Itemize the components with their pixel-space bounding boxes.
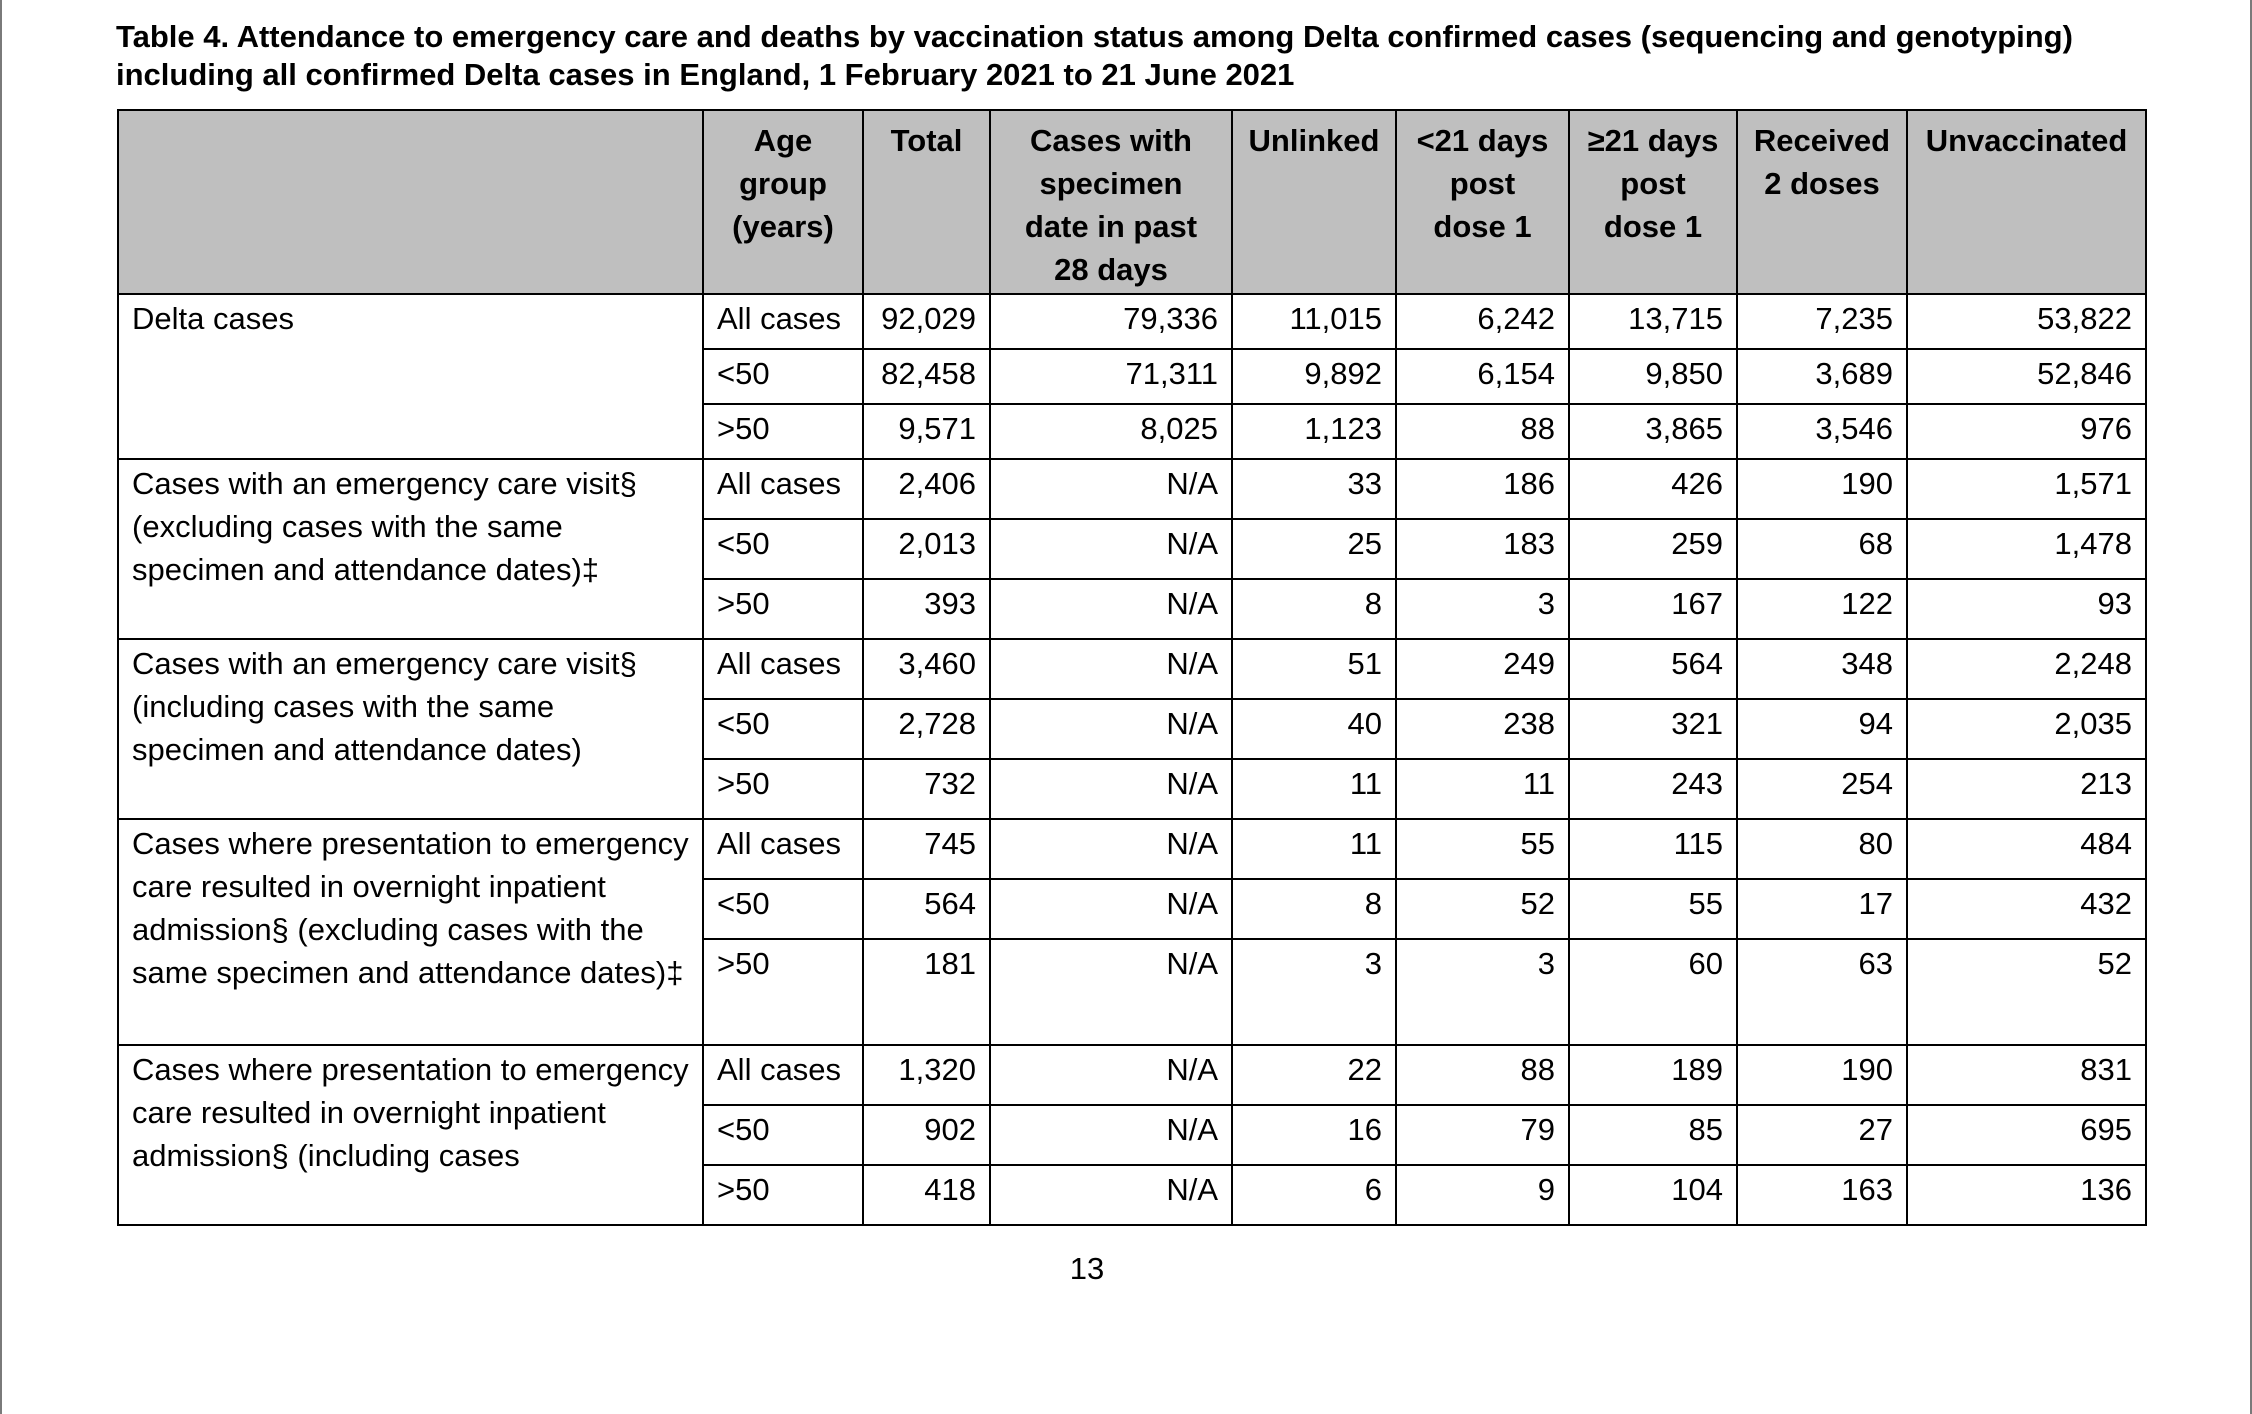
total-cell: 902: [863, 1105, 990, 1165]
two-doses-cell: 254: [1737, 759, 1907, 819]
unlinked-cell: 8: [1232, 879, 1396, 939]
table-row: [118, 294, 2146, 349]
group-label: Cases with an emergency care visit§ (excluding cases with the same specimen and attendance dates)‡: [118, 459, 703, 639]
unlinked-cell: 1,123: [1232, 404, 1396, 459]
two-doses-cell: 190: [1737, 1045, 1907, 1105]
ge21-cell: 189: [1569, 1045, 1737, 1105]
ge21-cell: 104: [1569, 1165, 1737, 1225]
age-cell: All cases: [703, 819, 863, 879]
two-doses-cell: 122: [1737, 579, 1907, 639]
unlinked-cell: 3: [1232, 939, 1396, 1045]
unlinked-cell: 11: [1232, 819, 1396, 879]
unvaccinated-cell: 976: [1907, 404, 2146, 459]
lt21-cell: 9: [1396, 1165, 1569, 1225]
table-row: [118, 819, 2146, 879]
total-cell: 2,406: [863, 459, 990, 519]
unvaccinated-cell: 52,846: [1907, 349, 2146, 404]
unvaccinated-cell: 93: [1907, 579, 2146, 639]
header-two-doses: Received 2 doses: [1737, 110, 1907, 294]
recent-cell: 71,311: [990, 349, 1232, 404]
unvaccinated-cell: 432: [1907, 879, 2146, 939]
age-cell: >50: [703, 759, 863, 819]
total-cell: 82,458: [863, 349, 990, 404]
unvaccinated-cell: 484: [1907, 819, 2146, 879]
unvaccinated-cell: 1,478: [1907, 519, 2146, 579]
unvaccinated-cell: 52: [1907, 939, 2146, 1045]
two-doses-cell: 348: [1737, 639, 1907, 699]
lt21-cell: 88: [1396, 404, 1569, 459]
unvaccinated-cell: 1,571: [1907, 459, 2146, 519]
ge21-cell: 564: [1569, 639, 1737, 699]
total-cell: 732: [863, 759, 990, 819]
unlinked-cell: 16: [1232, 1105, 1396, 1165]
ge21-cell: 259: [1569, 519, 1737, 579]
group-label: Cases where presentation to emergency care resulted in overnight inpatient admission§ (excluding cases with the same specimen and attendance dates)‡: [118, 819, 703, 1045]
lt21-cell: 238: [1396, 699, 1569, 759]
table-header-row: [118, 110, 2146, 294]
total-cell: 2,728: [863, 699, 990, 759]
age-cell: <50: [703, 1105, 863, 1165]
lt21-cell: 79: [1396, 1105, 1569, 1165]
ge21-cell: 115: [1569, 819, 1737, 879]
unvaccinated-cell: 213: [1907, 759, 2146, 819]
ge21-cell: 426: [1569, 459, 1737, 519]
recent-cell: 8,025: [990, 404, 1232, 459]
ge21-cell: 243: [1569, 759, 1737, 819]
age-cell: All cases: [703, 294, 863, 349]
age-cell: <50: [703, 349, 863, 404]
unvaccinated-cell: 2,035: [1907, 699, 2146, 759]
table-title: Table 4. Attendance to emergency care and deaths by vaccination status among Delta confirmed cases (sequencing and genotyping) including all confirmed Delta cases in England, 1 February 2021 to 21 June 2021: [116, 19, 2073, 92]
recent-cell: N/A: [990, 879, 1232, 939]
recent-cell: N/A: [990, 579, 1232, 639]
unvaccinated-cell: 831: [1907, 1045, 2146, 1105]
group-label: Cases with an emergency care visit§ (including cases with the same specimen and attendance dates): [118, 639, 703, 819]
ge21-cell: 321: [1569, 699, 1737, 759]
age-cell: All cases: [703, 1045, 863, 1105]
age-cell: >50: [703, 939, 863, 1045]
ge21-cell: 3,865: [1569, 404, 1737, 459]
two-doses-cell: 27: [1737, 1105, 1907, 1165]
ge21-cell: 85: [1569, 1105, 1737, 1165]
total-cell: 564: [863, 879, 990, 939]
unvaccinated-cell: 695: [1907, 1105, 2146, 1165]
age-cell: <50: [703, 879, 863, 939]
recent-cell: N/A: [990, 1165, 1232, 1225]
total-cell: 2,013: [863, 519, 990, 579]
two-doses-cell: 3,689: [1737, 349, 1907, 404]
ge21-cell: 13,715: [1569, 294, 1737, 349]
unlinked-cell: 11,015: [1232, 294, 1396, 349]
header-recent-cases: Cases with specimen date in past 28 days: [990, 110, 1232, 294]
total-cell: 181: [863, 939, 990, 1045]
lt21-cell: 55: [1396, 819, 1569, 879]
total-cell: 1,320: [863, 1045, 990, 1105]
recent-cell: 79,336: [990, 294, 1232, 349]
total-cell: 745: [863, 819, 990, 879]
two-doses-cell: 68: [1737, 519, 1907, 579]
total-cell: 418: [863, 1165, 990, 1225]
group-label: Cases where presentation to emergency care resulted in overnight inpatient admission§ (including cases: [118, 1045, 703, 1225]
header-unvaccinated: Unvaccinated: [1907, 110, 2146, 294]
age-cell: >50: [703, 1165, 863, 1225]
recent-cell: N/A: [990, 519, 1232, 579]
lt21-cell: 6,242: [1396, 294, 1569, 349]
unvaccinated-cell: 2,248: [1907, 639, 2146, 699]
lt21-cell: 3: [1396, 579, 1569, 639]
age-cell: All cases: [703, 459, 863, 519]
age-cell: <50: [703, 699, 863, 759]
recent-cell: N/A: [990, 1045, 1232, 1105]
two-doses-cell: 3,546: [1737, 404, 1907, 459]
age-cell: >50: [703, 579, 863, 639]
recent-cell: N/A: [990, 1105, 1232, 1165]
group-label: Delta cases: [118, 294, 703, 459]
header-total: Total: [863, 110, 990, 294]
unlinked-cell: 11: [1232, 759, 1396, 819]
unlinked-cell: 25: [1232, 519, 1396, 579]
total-cell: 3,460: [863, 639, 990, 699]
header-blank: [118, 110, 703, 294]
table-row: [118, 459, 2146, 519]
total-cell: 92,029: [863, 294, 990, 349]
recent-cell: N/A: [990, 819, 1232, 879]
ge21-cell: 55: [1569, 879, 1737, 939]
total-cell: 393: [863, 579, 990, 639]
header-age-group: Age group (years): [703, 110, 863, 294]
header-ge21-days: ≥21 days post dose 1: [1569, 110, 1737, 294]
unlinked-cell: 33: [1232, 459, 1396, 519]
two-doses-cell: 94: [1737, 699, 1907, 759]
lt21-cell: 186: [1396, 459, 1569, 519]
recent-cell: N/A: [990, 699, 1232, 759]
ge21-cell: 9,850: [1569, 349, 1737, 404]
unlinked-cell: 6: [1232, 1165, 1396, 1225]
lt21-cell: 6,154: [1396, 349, 1569, 404]
page-number: 13: [1069, 1251, 1105, 1286]
vaccination-status-table: [117, 109, 2147, 1226]
lt21-cell: 249: [1396, 639, 1569, 699]
two-doses-cell: 163: [1737, 1165, 1907, 1225]
unvaccinated-cell: 136: [1907, 1165, 2146, 1225]
two-doses-cell: 7,235: [1737, 294, 1907, 349]
lt21-cell: 3: [1396, 939, 1569, 1045]
lt21-cell: 183: [1396, 519, 1569, 579]
ge21-cell: 167: [1569, 579, 1737, 639]
lt21-cell: 88: [1396, 1045, 1569, 1105]
lt21-cell: 52: [1396, 879, 1569, 939]
unlinked-cell: 9,892: [1232, 349, 1396, 404]
lt21-cell: 11: [1396, 759, 1569, 819]
unlinked-cell: 40: [1232, 699, 1396, 759]
two-doses-cell: 80: [1737, 819, 1907, 879]
two-doses-cell: 17: [1737, 879, 1907, 939]
unlinked-cell: 8: [1232, 579, 1396, 639]
ge21-cell: 60: [1569, 939, 1737, 1045]
header-lt21-days: <21 days post dose 1: [1396, 110, 1569, 294]
header-unlinked: Unlinked: [1232, 110, 1396, 294]
unlinked-cell: 22: [1232, 1045, 1396, 1105]
age-cell: >50: [703, 404, 863, 459]
unlinked-cell: 51: [1232, 639, 1396, 699]
two-doses-cell: 190: [1737, 459, 1907, 519]
table-row: [118, 639, 2146, 699]
unvaccinated-cell: 53,822: [1907, 294, 2146, 349]
total-cell: 9,571: [863, 404, 990, 459]
two-doses-cell: 63: [1737, 939, 1907, 1045]
age-cell: <50: [703, 519, 863, 579]
recent-cell: N/A: [990, 759, 1232, 819]
recent-cell: N/A: [990, 459, 1232, 519]
recent-cell: N/A: [990, 639, 1232, 699]
age-cell: All cases: [703, 639, 863, 699]
recent-cell: N/A: [990, 939, 1232, 1045]
table-row: [118, 1045, 2146, 1105]
